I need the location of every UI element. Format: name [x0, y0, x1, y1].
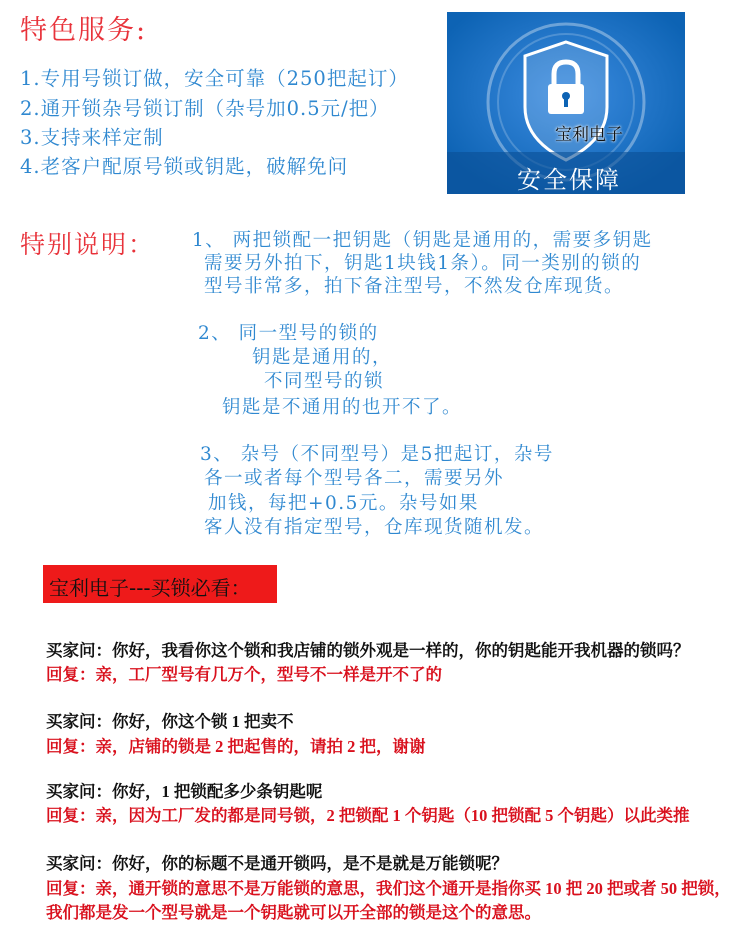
badge-text: 安全保障: [517, 166, 621, 194]
note3-line4: 客人没有指定型号，仓库现货随机发。: [204, 517, 545, 538]
note2-line3: 不同型号的锁: [264, 371, 385, 392]
note2-line1: 2、 同一型号的锁的: [198, 323, 379, 344]
faq-question-3: 买家问：你好，1 把锁配多少条钥匙呢: [46, 782, 323, 801]
faq-question-1: 买家问：你好，我看你这个锁和我店铺的锁外观是一样的，你的钥匙能开我机器的锁吗？: [46, 641, 690, 660]
note3-line3: 加钱，每把+0.5元。杂号如果: [208, 493, 479, 514]
services-title: 特色服务:: [20, 15, 148, 46]
faq-answer-4-cont: 我们都是发一个型号就是一个钥匙就可以开全部的锁是这个的意思。: [46, 903, 541, 922]
service-item-1: 1.专用号锁订做，安全可靠（250把起订）: [20, 67, 409, 90]
faq-question-2: 买家问：你好，你这个锁 1 把卖不: [46, 712, 294, 731]
faq-answer-4: 回复：亲，通开锁的意思不是万能锁的意思，我们这个通开是指你买 10 把 20 把或者 50 把锁，: [46, 879, 731, 898]
faq-answer-3: 回复：亲，因为工厂发的都是同号锁，2 把锁配 1 个钥匙（10 把锁配 5 个钥匙）以此类推: [46, 806, 690, 825]
faq-answer-2: 回复：亲，店铺的锁是 2 把起售的，请拍 2 把，谢谢: [46, 737, 426, 756]
service-item-4: 4.老客户配原号锁或钥匙，破解免问: [20, 155, 349, 178]
faq-answer-1: 回复：亲，工厂型号有几万个，型号不一样是开不了的: [46, 665, 442, 684]
faq-banner-text: 宝利电子---买锁必看：: [49, 576, 251, 600]
note3-line2: 各一或者每个型号各二，需要另外: [204, 468, 505, 489]
security-promo-image: [447, 12, 685, 194]
note1-line2: 需要另外拍下，钥匙1块钱1条）。同一类别的锁的: [204, 253, 642, 274]
notes-title: 特别说明：: [20, 230, 156, 259]
note3-line1: 3、 杂号（不同型号）是5把起订，杂号: [200, 444, 554, 465]
note2-line4: 钥匙是不通用的也开不了。: [222, 397, 463, 418]
note2-line2: 钥匙是通用的，: [252, 347, 393, 368]
note1-line1: 1、 两把锁配一把钥匙（钥匙是通用的，需要多钥匙: [192, 230, 653, 251]
note1-line3: 型号非常多，拍下备注型号，不然发仓库现货。: [204, 276, 625, 297]
faq-question-4: 买家问：你好，你的标题不是通开锁吗，是不是就是万能锁呢？: [46, 854, 508, 873]
service-item-2: 2.通开锁杂号锁订制（杂号加0.5元/把）: [20, 97, 390, 120]
service-item-3: 3.支持来样定制: [20, 126, 164, 149]
watermark-text: 宝利电子: [555, 125, 623, 145]
faq-banner: [43, 565, 277, 603]
